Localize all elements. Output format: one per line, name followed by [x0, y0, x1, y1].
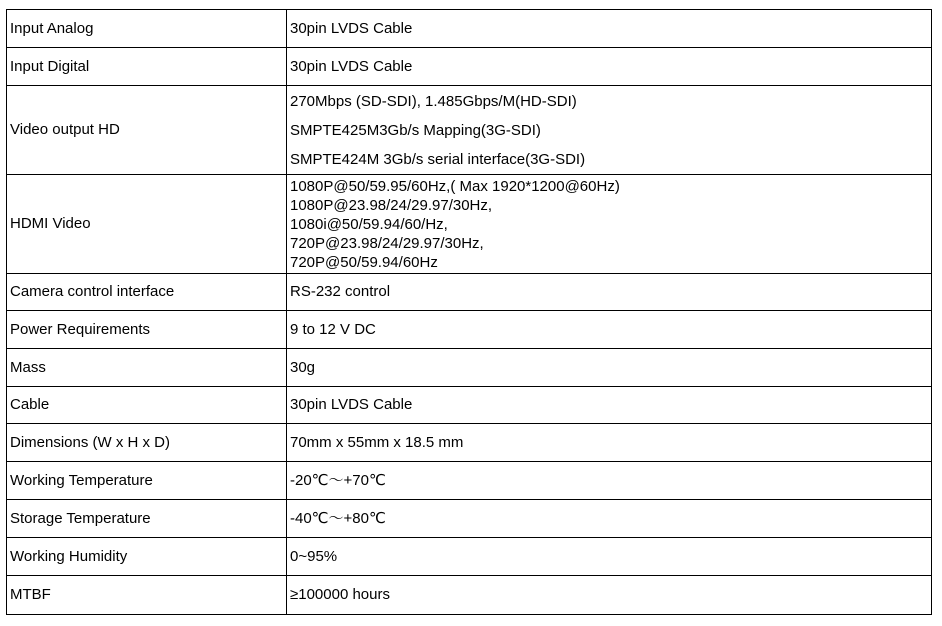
- row-label: Input Digital: [7, 48, 287, 86]
- row-value: ≥100000 hours: [287, 576, 932, 615]
- table-row: [7, 387, 932, 424]
- row-label: Storage Temperature: [7, 500, 287, 538]
- row-value: -40℃～+80℃: [287, 500, 932, 538]
- row-value: 30pin LVDS Cable: [287, 387, 932, 424]
- row-label: Video output HD: [7, 86, 287, 175]
- row-value: RS-232 control: [287, 274, 932, 311]
- value-line: 720P@23.98/24/29.97/30Hz,: [290, 234, 484, 252]
- row-label: Power Requirements: [7, 311, 287, 349]
- table-row: [7, 424, 932, 462]
- row-value: -20℃～+70℃: [287, 462, 932, 500]
- row-value: [287, 86, 932, 175]
- value-line: 1080P@23.98/24/29.97/30Hz,: [290, 196, 493, 214]
- table-row: [7, 349, 932, 387]
- value-line: SMPTE425M3Gb/s Mapping(3G-SDI): [290, 121, 541, 139]
- table-row: [7, 48, 932, 86]
- table-row: [7, 500, 932, 538]
- table-row: [7, 462, 932, 500]
- row-value: 9 to 12 V DC: [287, 311, 932, 349]
- row-value: [287, 175, 932, 274]
- table-row: [7, 311, 932, 349]
- value-line: 720P@50/59.94/60Hz: [290, 253, 438, 271]
- row-label: Working Temperature: [7, 462, 287, 500]
- table-row: [7, 10, 932, 48]
- value-line: 1080P@50/59.95/60Hz,( Max 1920*1200@60Hz): [290, 177, 620, 195]
- row-label: Camera control interface: [7, 274, 287, 311]
- row-value: 0~95%: [287, 538, 932, 576]
- row-label: MTBF: [7, 576, 287, 615]
- table-row: [7, 576, 932, 615]
- row-label: HDMI Video: [7, 175, 287, 274]
- row-value: 70mm x 55mm x 18.5 mm: [287, 424, 932, 462]
- row-value: 30g: [287, 349, 932, 387]
- table-row: [7, 538, 932, 576]
- row-label: Input Analog: [7, 10, 287, 48]
- row-label: Dimensions (W x H x D): [7, 424, 287, 462]
- value-line: 270Mbps (SD-SDI), 1.485Gbps/M(HD-SDI): [290, 92, 577, 110]
- table-row: [7, 86, 932, 175]
- row-label: Working Humidity: [7, 538, 287, 576]
- spec-table: [6, 9, 932, 615]
- value-line: SMPTE424M 3Gb/s serial interface(3G-SDI): [290, 150, 586, 168]
- table-row: [7, 175, 932, 274]
- table-row: [7, 274, 932, 311]
- row-label: Cable: [7, 387, 287, 424]
- row-label: Mass: [7, 349, 287, 387]
- value-line: 1080i@50/59.94/60/Hz,: [290, 215, 448, 233]
- row-value: 30pin LVDS Cable: [287, 10, 932, 48]
- row-value: 30pin LVDS Cable: [287, 48, 932, 86]
